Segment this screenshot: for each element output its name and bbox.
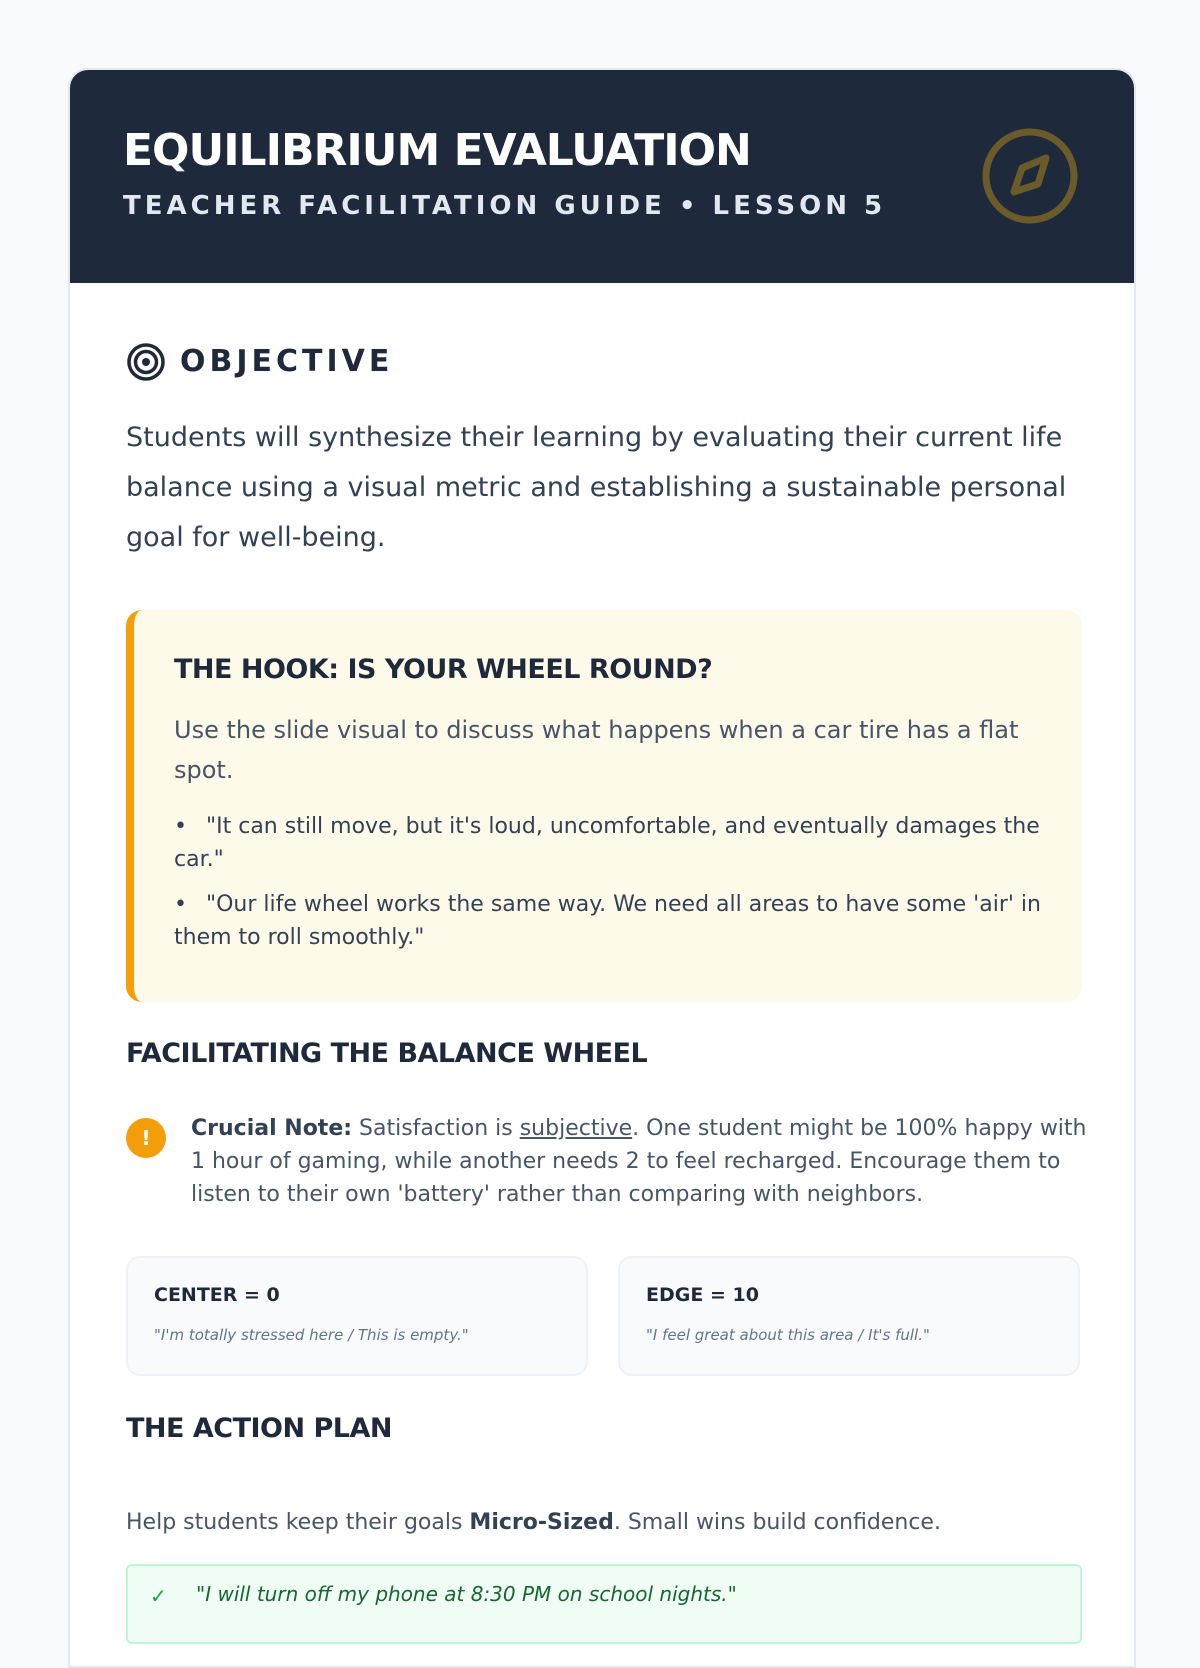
compass-icon — [980, 126, 1080, 226]
hook-callout — [126, 610, 1082, 1002]
plan-text-pre: Help students keep their goals — [126, 1510, 470, 1535]
hook-title: THE HOOK: IS YOUR WHEEL ROUND? — [174, 654, 713, 685]
note-underlined: subjective — [519, 1116, 633, 1141]
scale-card-edge — [618, 1256, 1080, 1376]
action-plan-text — [126, 1506, 941, 1539]
check-icon: ✓ — [150, 1584, 167, 1608]
page-title: EQUILIBRIUM EVALUATION — [123, 125, 751, 176]
list-item — [174, 888, 1054, 954]
alert-icon: ! — [126, 1118, 166, 1158]
scale-card-center — [126, 1256, 588, 1376]
scale-quote: "I feel great about this area / It's full." — [646, 1326, 930, 1344]
objective-text: Students will synthesize their learning by evaluating their current life balance using a visual metric and establishing a sustainable personal goal for well-being. — [126, 422, 1067, 553]
objective-label: OBJECTIVE — [180, 344, 394, 379]
note-label: Crucial Note: — [191, 1116, 353, 1141]
note-text-pre: Satisfaction is — [352, 1116, 520, 1141]
plan-text-bold: Micro-Sized — [469, 1510, 614, 1535]
header-banner — [70, 70, 1136, 283]
goal-example — [126, 1564, 1082, 1644]
guide-card — [68, 68, 1136, 1668]
action-plan-title: THE ACTION PLAN — [126, 1413, 392, 1444]
goal-example-text: "I will turn off my phone at 8:30 PM on school nights." — [196, 1582, 737, 1606]
scale-label: EDGE = 10 — [646, 1284, 759, 1306]
plan-text-post: . Small wins build confidence. — [613, 1510, 941, 1535]
bullet: • — [174, 814, 187, 839]
scale-quote: "I'm totally stressed here / This is empty." — [154, 1326, 469, 1344]
list-item-text: "Our life wheel works the same way. We need all areas to have some 'air' in them to roll smoothly." — [174, 892, 1041, 950]
target-icon — [126, 342, 166, 382]
hook-text: Use the slide visual to discuss what happens when a car tire has a flat spot. — [174, 716, 1019, 784]
note-text-post: . One student might be 100% happy with 1 hour of gaming, while another needs 2 to feel recharged. Encourage them to listen to their own 'battery' rather than comparing with neighbors. — [191, 1116, 1087, 1207]
balance-wheel-title: FACILITATING THE BALANCE WHEEL — [126, 1038, 648, 1069]
hook-list — [174, 810, 1054, 966]
crucial-note — [191, 1112, 1091, 1211]
page-subtitle: TEACHER FACILITATION GUIDE • LESSON 5 — [123, 191, 887, 221]
list-item-text: "It can still move, but it's loud, uncomfortable, and eventually damages the car." — [174, 814, 1040, 872]
scale-label: CENTER = 0 — [154, 1284, 280, 1306]
list-item — [174, 810, 1054, 876]
bullet: • — [174, 892, 187, 917]
